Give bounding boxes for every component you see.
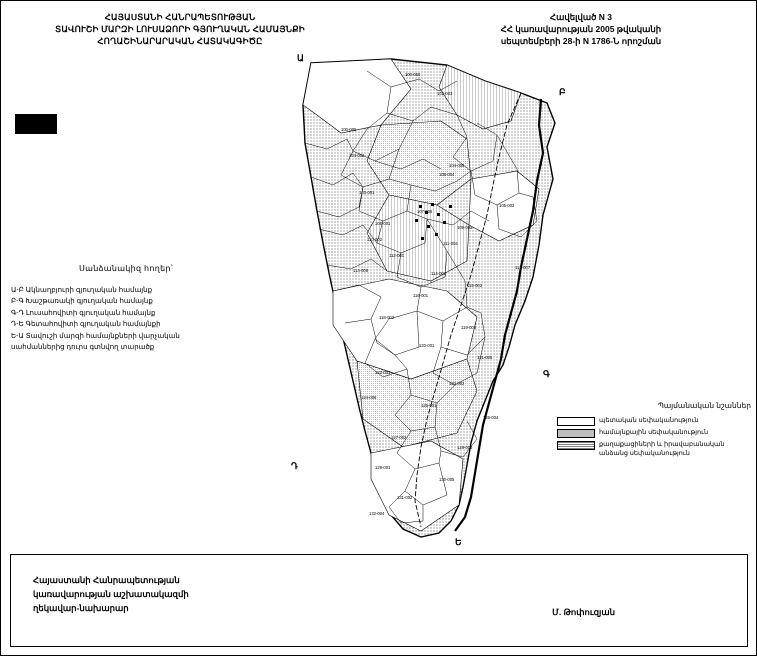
parcel-label: 132-004 xyxy=(369,511,385,516)
header-right-line-2: ՀՀ կառավարության 2005 թվականի xyxy=(500,24,662,34)
parcel-label: 115-003 xyxy=(467,283,483,288)
corner-letter-d: Դ xyxy=(291,461,298,471)
abbreviations-title: Սանձանակիզ հողեր՝ xyxy=(78,264,174,273)
parcel-label: 104-002 xyxy=(349,153,365,158)
parcel-label: 103-001 xyxy=(359,190,375,195)
legend-item xyxy=(557,440,753,458)
header-left-line-2: ՏԱՎՈՒՇԻ ՄԱՐԶԻ ԼՈՒՍԱՁՈՐԻ ԳՅՈՒՂԱԿԱՆ ՀԱՄԱՅՆՔԻ xyxy=(55,24,305,34)
corner-letter-a: Ա xyxy=(297,53,304,63)
legend-item xyxy=(557,416,753,426)
signature-line-3: ղեկավար-նախարար xyxy=(33,603,129,613)
conditional-signs-legend xyxy=(557,401,753,460)
parcel-label: 118-002 xyxy=(379,315,395,320)
parcel-label: 119-004 xyxy=(461,325,477,330)
cadastral-map xyxy=(271,29,581,549)
parcel-label: 110-002 xyxy=(367,237,383,242)
parcel-label: 112-001 xyxy=(389,253,405,258)
corner-letter-e: Ե xyxy=(455,537,462,547)
parcel-label: 111-004 xyxy=(443,241,458,246)
parcel-label: 129-001 xyxy=(375,465,391,470)
abbreviation-row: Դ-Ե Գետահովիտի գյուղական համայնքի xyxy=(11,321,161,328)
parcel-label: 113-006 xyxy=(353,268,369,273)
signature-name: Մ. Թոփուզյան xyxy=(552,607,615,617)
parcel-label: 123-002 xyxy=(449,381,465,386)
header-right-line-3: սեպտեմբերի 28-ի N 1786-Ն որոշման xyxy=(500,36,662,46)
parcel-label: 125-001 xyxy=(421,403,437,408)
parcel-label: 122-003 xyxy=(375,370,391,375)
parcel-label: 117-007 xyxy=(515,265,531,270)
parcel-label: 100-005 xyxy=(341,127,357,132)
legend-title: Պայմանական նշաններ xyxy=(657,401,751,410)
parcel-label: 109-003 xyxy=(457,225,473,230)
parcel-label: 104-005 xyxy=(449,163,465,168)
parcel-label: 102-003 xyxy=(437,91,453,96)
legend-item xyxy=(557,428,753,438)
parcel-label: 116-001 xyxy=(413,293,429,298)
signature-line-1: Հայաստանի Հանրապետության xyxy=(33,575,180,585)
corner-letter-c: Գ xyxy=(543,369,550,379)
abbreviations-legend xyxy=(11,263,241,354)
parcel-label: 108-001 xyxy=(375,221,391,226)
legend-item-label: պետական սեփականություն xyxy=(599,417,699,424)
parcel-label: 114-002 xyxy=(431,271,447,276)
parcel-label: 127-002 xyxy=(391,435,407,440)
parcel-label: 107-005 xyxy=(417,209,433,214)
parcel-label: 130-005 xyxy=(439,477,455,482)
legend-item-label: համայնքային սեփականություն xyxy=(599,429,709,436)
parcel-label: 128-003 xyxy=(457,445,473,450)
signature-title xyxy=(33,573,189,615)
parcel-label: 124-006 xyxy=(361,395,377,400)
legend-item-label: քաղաքացիների և իրավաբանական xyxy=(599,441,725,448)
header-right-line-1: Հավելված N 3 xyxy=(550,12,612,22)
signature-panel xyxy=(10,554,748,647)
parcel-label: 131-002 xyxy=(397,495,413,500)
parcel-label: 121-005 xyxy=(477,355,493,360)
parcel-label: 100-050 xyxy=(405,72,421,77)
parcel-label: 126-004 xyxy=(483,415,499,420)
parcel-label: 105-002 xyxy=(499,203,515,208)
parcel-label: 120-001 xyxy=(419,343,435,348)
header-left-line-3: ՀՈՂԱՇԻՆԱՐԱՐԱԿԱՆ ՀԱՏԱԿԱԳԻԾԸ xyxy=(97,36,263,46)
abbreviation-row: Գ-Դ Լուսահովիտի գյուղական համայնք xyxy=(11,309,156,317)
legend-item-label-2: անձանց սեփականություն xyxy=(599,450,690,457)
abbreviation-row: Ա-Բ Ակնաղբյուրի գյուղական համայնք xyxy=(11,286,153,294)
signature-line-2: կառավարության աշխատակազմի xyxy=(33,589,189,599)
abbreviation-row: սահմաններից դուրս գտնվող տարածք xyxy=(11,344,155,351)
corner-letter-b: Բ xyxy=(559,87,566,97)
black-marker-box xyxy=(15,114,57,134)
abbreviation-row: Բ-Գ Խաշթառակի գյուղական համայնք xyxy=(11,298,153,305)
parcel-label: 106-004 xyxy=(439,172,455,177)
header-left-line-1: ՀԱՅԱՍՏԱՆԻ ՀԱՆՐԱՊԵՏՈՒԹՅԱՆ xyxy=(104,12,256,22)
abbreviation-row: Ե-Ա Տավուշի մարզի համայնքների վարչական xyxy=(11,332,180,340)
